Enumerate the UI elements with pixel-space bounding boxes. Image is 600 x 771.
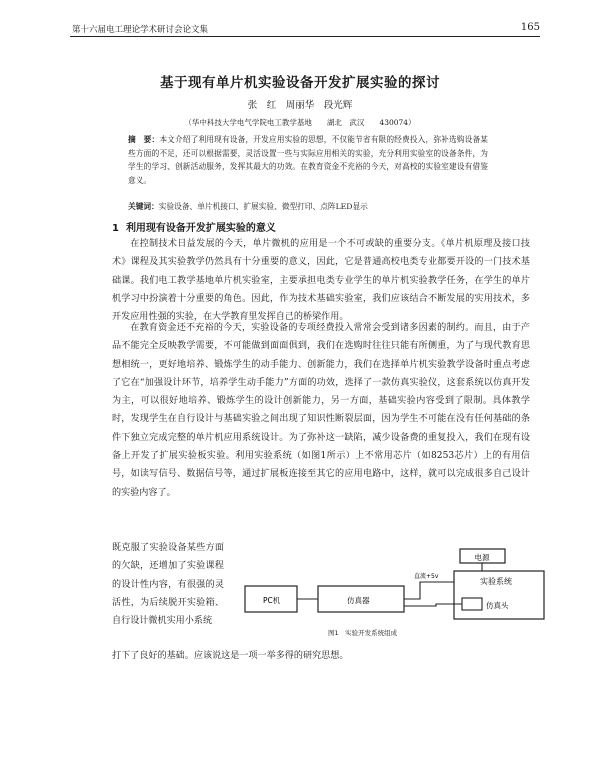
affiliation: （华中科技大学电气学院电工教学基地 湖北 武汉 430074） bbox=[184, 118, 416, 127]
emulator-head-link bbox=[404, 604, 462, 606]
closing-line: 打下了良好的基础。应该说这是一项一举多得的研究思想。 bbox=[112, 651, 349, 661]
journal-name: 第十六届电工理论学术研讨会论文集 bbox=[72, 25, 209, 35]
power-supply-line bbox=[404, 582, 454, 599]
power-label: 电源 bbox=[474, 553, 490, 562]
head-box bbox=[462, 598, 482, 610]
paragraph-text: 在控制技术日益发展的今天，单片微机的应用是一个不可或缺的重要分支。《单片机原理及接口技术》课程及其实验教学仍然具有十分重要的意义，因此，它是普通高校电类专业都要开设的一门技术基础课。我们电工教学基地单片机实验室，主要承担电类专业学生的单片机实验教学任务，在学生的单片机学习中扮演着十分重要的角色。因此，作为技术基础实验室，我们应该结合不断发展的实用技术，多开发应用性强的实验，在大学教育里发挥自己的桥梁作用。 bbox=[112, 239, 530, 323]
figure-caption: 图1 实验开发系统组成 bbox=[328, 629, 398, 637]
paragraph-text: 在教育资金还不充裕的今天，实验设备的专项经费投入常常会受到诸多因素的制约。而且，由于产品不能完全反映教学需要，不可能做到面面俱到，我们在选购时往往只能有所侧重，为了与现代教育思想相统一，更好地培养、锻炼学生的动手能力、创新能力，我们在选择单片机实验教学设备时重点考虑了它在“加强设计环节，培养学生动手能力”方面的功效，选择了一款仿真实验仪，这套系统以仿真开发为主，可以很好地培养、锻炼学生的设计创新能力，另一方面，基础实验内容受到了限制。具体教学时，发现学生在自行设计与基础实验之间出现了知识性断裂层面，因为学生不可能在没有任何基础的条件下独立完成完整的单片机应用系统设计。为了弥补这一缺陷，减少设备费的重复投入，我们在现有设备上开发了扩展实验板实验。利用实验系统（如图1所示）上不常用芯片（如8253芯片）上的有用信号，如读写信号、数据信号等，通过扩展板连接至其它的应用电路中，这样，就可以完成很多自己设计的实验内容了。 bbox=[112, 323, 530, 498]
abstract-text: 本文介绍了利用现有设备，开发应用实验的思想，不仅能节省有限的经费投入，弥补选购设备某些方面的不足，还可以根据需要，灵活设置一些与实际应用相关的实验，充分利用实验室的设备条件，为学生的学习、创新活动服务，发挥其最大的功效。在教育资金不充裕的今天，对高校的实验室建设有借鉴意义。 bbox=[128, 135, 488, 185]
abstract-label: 摘 要： bbox=[128, 135, 160, 144]
keywords-label: 关键词： bbox=[128, 202, 159, 211]
section-number: 1 bbox=[112, 223, 119, 234]
head-label: 仿真头 bbox=[486, 601, 509, 610]
pc-label: PC机 bbox=[263, 596, 281, 605]
wrapped-text: 既克服了实验设备某些方面的欠缺，还增加了实验课程的设计性内容，有很强的灵活性，为后续脱开实验箱、自行设计微机实用小系统 bbox=[112, 543, 224, 627]
emulator-label: 仿真器 bbox=[347, 596, 370, 605]
system-label: 实验系统 bbox=[480, 577, 512, 586]
page-number: 165 bbox=[520, 22, 540, 33]
authors: 张 红 周丽华 段光辉 bbox=[247, 100, 353, 111]
section-title: 利用现有设备开发扩展实验的意义 bbox=[125, 223, 276, 234]
paper-title: 基于现有单片机实验设备开发扩展实验的探讨 bbox=[160, 75, 440, 91]
keywords-text: 实验设备、单片机接口、扩展实验、微型打印、点阵LED显示 bbox=[158, 202, 368, 211]
power-supply-label: 直流+5v bbox=[414, 573, 439, 580]
